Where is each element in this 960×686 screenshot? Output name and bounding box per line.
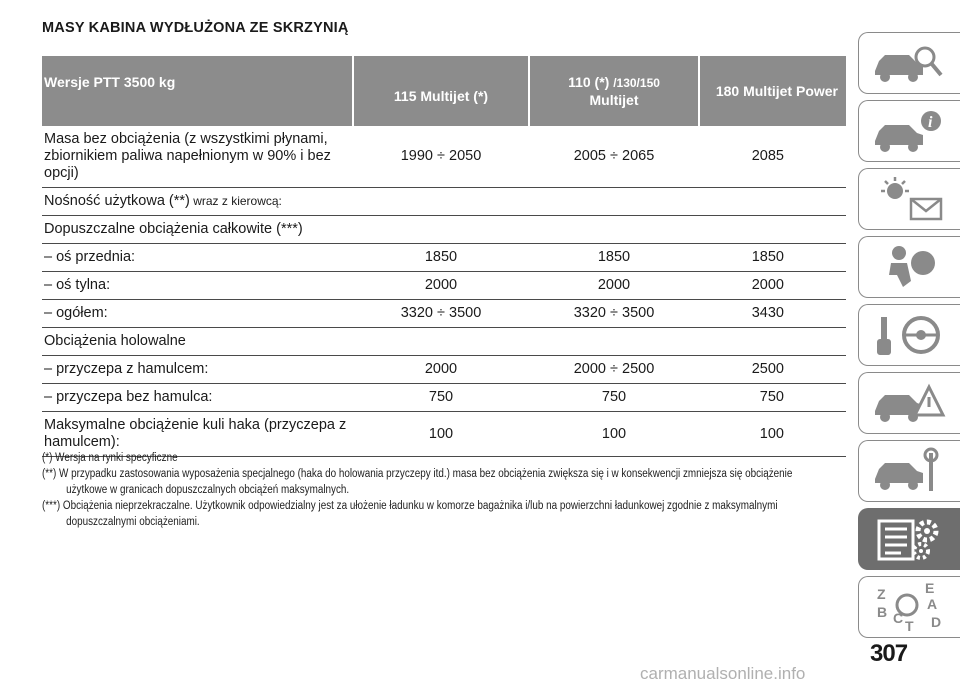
row-label: – oś przednia: xyxy=(42,244,353,272)
tab-technical-data[interactable] xyxy=(858,508,960,570)
tab-safety[interactable] xyxy=(858,236,960,298)
tab-warning-lights[interactable] xyxy=(858,168,960,230)
cell-115: 3320 ÷ 3500 xyxy=(353,300,529,328)
row-label: – oś tylna: xyxy=(42,272,353,300)
table-row xyxy=(42,356,846,384)
svg-text:i: i xyxy=(927,114,932,131)
page-number: 307 xyxy=(870,640,908,667)
row-label: Dopuszczalne obciążenia całkowite (***) xyxy=(42,216,846,244)
footnote: (**) W przypadku zastosowania wyposażenia specjalnego (haka do holowania przyczepy itd.) masa bez obciążenia zwiększa się i w konsekwencji zmniejsza się obciążenie użytkowe w granicach dopuszczalnych obciążeń maksymalnych. xyxy=(42,468,793,496)
warning-light-mail-icon xyxy=(867,173,953,225)
alphabet-letter: T xyxy=(904,618,914,633)
cell-115: 750 xyxy=(353,384,529,412)
tab-alphabetical-index[interactable] xyxy=(858,576,960,638)
header-110-main: 110 (*) xyxy=(568,73,610,90)
cell-180: 750 xyxy=(699,384,846,412)
footnote: (*) Wersja na rynki specyficzne xyxy=(42,452,178,464)
section-title: MASY KABINA WYDŁUŻONA ZE SKRZYNIĄ xyxy=(42,20,349,36)
cell-110: 2005 ÷ 2065 xyxy=(529,126,699,188)
row-label: Obciążenia holowalne xyxy=(42,328,846,356)
alphabet-index-icon xyxy=(867,581,953,633)
row-label: Masa bez obciążenia (z wszystkimi płynami, zbiornikiem paliwa napełnionym w 90% i bez opcji) xyxy=(42,126,353,188)
cell-180: 2085 xyxy=(699,126,846,188)
row-label: – ogółem: xyxy=(42,300,353,328)
cell-110: 100 xyxy=(529,412,699,457)
footnotes xyxy=(42,450,833,530)
header-110-line2: Multijet xyxy=(589,91,639,108)
cell-115: 2000 xyxy=(353,272,529,300)
alphabet-letter: E xyxy=(924,581,934,596)
table-row xyxy=(42,384,846,412)
row-label: Maksymalne obciążenie kuli haka (przyczepa z hamulcem): xyxy=(42,412,353,457)
row-label: – przyczepa bez hamulca: xyxy=(42,384,353,412)
cell-115: 1850 xyxy=(353,244,529,272)
alphabet-letter: A xyxy=(926,596,937,612)
car-search-icon xyxy=(867,37,953,89)
table-row xyxy=(42,216,846,244)
tab-starting-driving[interactable] xyxy=(858,304,960,366)
header-110-small: /130/150 xyxy=(613,75,660,90)
row-label: – przyczepa z hamulcem: xyxy=(42,356,353,384)
header-180-multijet-power: 180 Multijet Power xyxy=(699,56,846,126)
table-header-row xyxy=(42,56,846,126)
alphabet-letter: C xyxy=(892,610,903,626)
row-label-main: Nośność użytkowa (**) xyxy=(44,193,190,209)
header-versions: Wersje PTT 3500 kg xyxy=(42,56,353,126)
car-warning-icon xyxy=(867,377,953,429)
cell-180: 1850 xyxy=(699,244,846,272)
cell-180: 3430 xyxy=(699,300,846,328)
alphabet-letter: Z xyxy=(876,586,886,602)
cell-115: 1990 ÷ 2050 xyxy=(353,126,529,188)
cell-110: 2000 ÷ 2500 xyxy=(529,356,699,384)
car-info-icon xyxy=(867,105,953,157)
table-row xyxy=(42,244,846,272)
cell-110: 750 xyxy=(529,384,699,412)
cell-110: 2000 xyxy=(529,272,699,300)
table-row xyxy=(42,126,846,188)
cell-180: 2500 xyxy=(699,356,846,384)
tab-emergency[interactable] xyxy=(858,372,960,434)
tab-car-search[interactable] xyxy=(858,32,960,94)
cell-115: 2000 xyxy=(353,356,529,384)
chapter-sidebar xyxy=(858,32,960,644)
table-row xyxy=(42,300,846,328)
row-label xyxy=(42,188,846,216)
cell-110: 1850 xyxy=(529,244,699,272)
watermark: carmanualsonline.info xyxy=(640,664,806,683)
car-wrench-icon xyxy=(867,445,953,497)
cell-180: 2000 xyxy=(699,272,846,300)
tab-maintenance[interactable] xyxy=(858,440,960,502)
specs-gear-icon xyxy=(867,513,953,565)
table-row xyxy=(42,328,846,356)
header-110-130-150-multijet xyxy=(529,56,699,126)
cell-110: 3320 ÷ 3500 xyxy=(529,300,699,328)
cell-115: 100 xyxy=(353,412,529,457)
table-row xyxy=(42,188,846,216)
cell-180: 100 xyxy=(699,412,846,457)
alphabet-letter: D xyxy=(930,614,941,630)
footnote: (***) Obciążenia nieprzekraczalne. Użytkownik odpowiedzialny jest za ułożenie ładunku w komorze bagażnika i/lub na powierzchni ładunkowej zgodnie z maksymalnymi dopuszczalnymi obciążeniami. xyxy=(42,500,778,528)
tab-car-info[interactable] xyxy=(858,100,960,162)
mass-table xyxy=(42,56,846,457)
row-label-small: wraz z kierowcą: xyxy=(189,194,282,208)
key-steering-wheel-icon xyxy=(867,309,953,361)
airbag-passenger-icon xyxy=(867,241,953,293)
header-115-multijet: 115 Multijet (*) xyxy=(353,56,529,126)
table-row xyxy=(42,272,846,300)
alphabet-letter: B xyxy=(876,604,887,620)
